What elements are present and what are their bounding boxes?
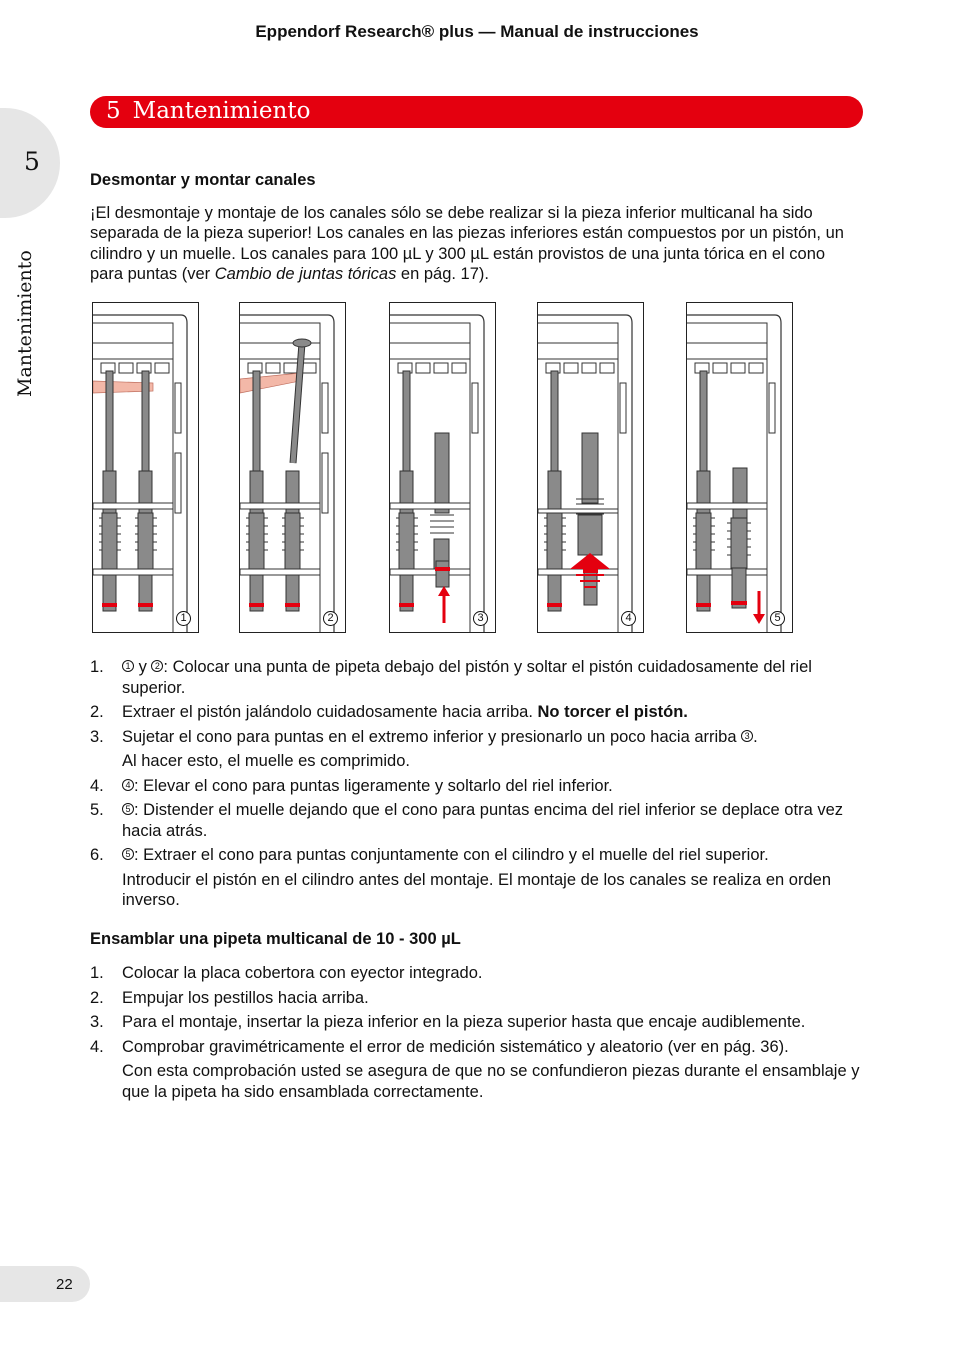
disassembly-intro [90,203,860,285]
list-item [90,988,860,1009]
list-item [90,657,860,698]
step-text: : Elevar el cono para puntas ligeramente y soltarlo del riel inferior. [134,776,613,795]
step-warning: No torcer el pistón. [537,703,688,721]
step-number: 4. [90,1037,104,1056]
step-text: Empujar los pestillos hacia arriba. [122,988,369,1007]
step-text: Colocar la placa cobertora con eyector integrado. [122,964,483,982]
intro-reference-link[interactable]: Cambio de juntas tóricas [214,265,397,283]
disassembly-block [90,170,860,285]
chapter-side-label: Mantenimiento [14,250,36,397]
figure-ref: 4 [122,779,134,791]
step-number: 5. [90,801,104,819]
step-text: : Colocar una punta de pipeta debajo del pistón y soltar el pistón cuidadosamente del riel superior. [122,658,812,697]
disassembly-steps [90,657,860,747]
figure-ref: 5 [122,803,134,815]
disassembly-steps-cont [90,776,860,866]
figure-5-illustration [687,303,793,633]
figure-4-label: 4 [621,611,636,626]
step-number: 6. [90,846,104,864]
running-header: Eppendorf Research® plus — Manual de instrucciones [255,22,699,41]
section-title-bar [90,96,863,128]
figure-ref: 2 [151,660,163,672]
disassembly-heading: Desmontar y montar canales [90,171,316,189]
step-number: 2. [90,703,104,721]
figure-ref: 3 [741,730,753,742]
figure-4-illustration [538,303,644,633]
step-text: Comprobar gravimétricamente el error de medición sistemático y aleatorio (ver en pág. 36). [122,1037,789,1056]
figure-5 [686,302,793,633]
step-continuation: Con esta comprobación usted se asegura de que no se confundieron piezas durante el ensamblaje y que la pipeta ha sido ensamblada correctamente. [122,1062,860,1101]
figure-3-illustration [390,303,496,633]
page-number: 22 [56,1276,73,1293]
intro-text-end: en pág. 17). [396,265,489,283]
step-number: 1. [90,658,104,676]
figure-1-label: 1 [176,611,191,626]
figure-ref: 5 [122,848,134,860]
step-number: 4. [90,776,104,795]
step-continuation: Al hacer esto, el muelle es comprimido. [122,752,410,770]
figure-1-illustration [93,303,199,633]
figure-2 [239,302,346,633]
figure-1 [92,302,199,633]
list-item [90,1012,860,1033]
step-continuation: Introducir el pistón en el cilindro antes del montaje. El montaje de los canales se realiza en orden inverso. [122,870,831,909]
step-text: y [134,658,152,676]
assembly-heading: Ensamblar una pipeta multicanal de 10 - 300 µL [90,929,461,948]
figure-5-label: 5 [770,611,785,626]
list-item [90,845,860,866]
list-item [90,776,860,797]
section-number: 5 [106,98,121,124]
list-item [90,800,860,841]
list-item [90,1037,860,1058]
figure-4 [537,302,644,633]
step-text: Para el montaje, insertar la pieza inferior en la pieza superior hasta que encaje audiblemente. [122,1013,806,1031]
list-item [90,963,860,984]
step-number: 3. [90,1013,104,1031]
step-text: . [753,727,758,746]
figure-2-label: 2 [323,611,338,626]
figure-3 [389,302,496,633]
step-number: 3. [90,727,104,746]
figure-3-label: 3 [473,611,488,626]
step-text: : Extraer el cono para puntas conjuntamente con el cilindro y el muelle del riel superior. [134,846,769,864]
section-title: Mantenimiento [132,98,311,124]
chapter-number: 5 [24,147,40,176]
step-number: 2. [90,988,104,1007]
step-number: 1. [90,964,104,982]
channel-figures [92,302,794,633]
disassembly-steps-block [90,657,860,1106]
list-item [90,727,860,748]
step-text: : Distender el muelle dejando que el cono para puntas encima del riel inferior se deplace otra vez hacia atrás. [122,801,844,840]
figure-2-illustration [240,303,346,633]
assembly-steps [90,963,860,1057]
step-text: Extraer el pistón jalándolo cuidadosamente hacia arriba. [122,703,538,721]
figure-ref: 1 [122,660,134,672]
step-text: Sujetar el cono para puntas en el extremo inferior y presionarlo un poco hacia arriba [122,727,742,746]
list-item [90,702,860,723]
page-number-tab [0,1266,90,1302]
intro-text: ¡El desmontaje y montaje de los canales sólo se debe realizar si la pieza inferior multicanal ha sido separada de la pieza superior! Los canales en las piezas inferiores están compuestos por un pistón, un cilindro y un muelle. Los canales para 100 µL y 300 µL están provistos de una junta tórica en el cono para puntas (ver [90,203,844,283]
